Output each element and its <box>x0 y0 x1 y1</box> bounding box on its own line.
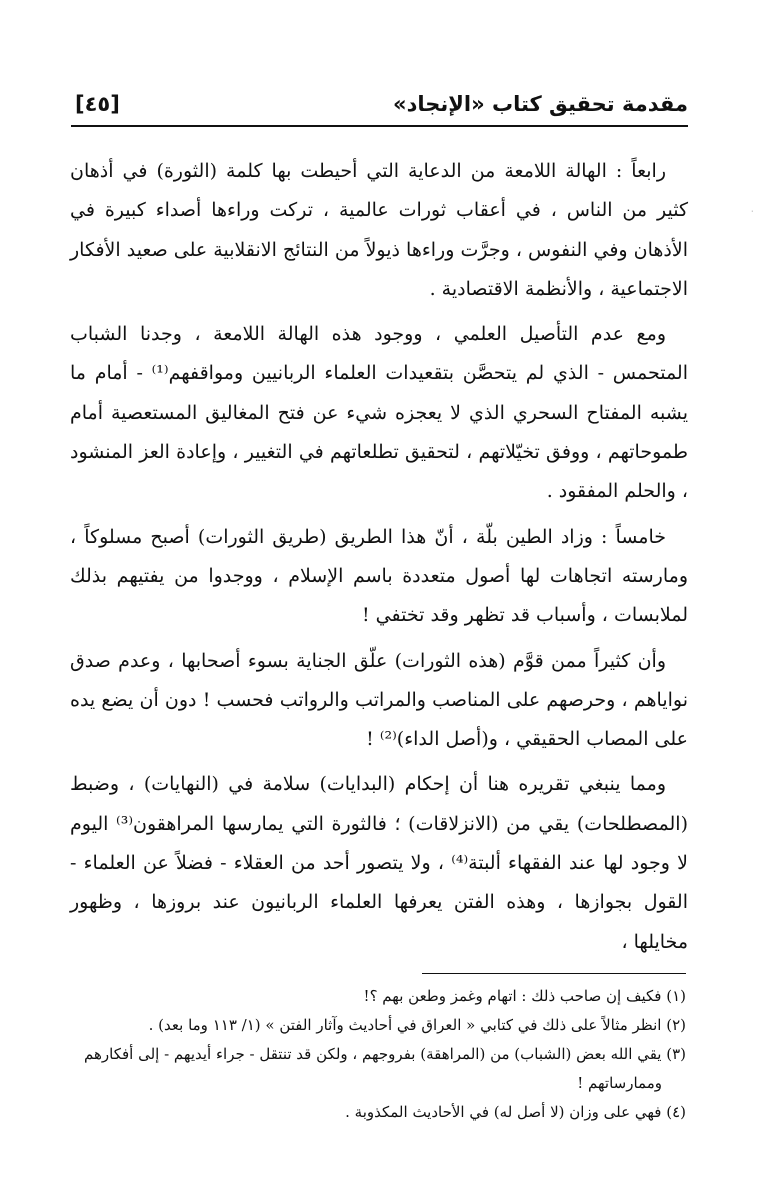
paragraph-enthusiastic-youth: ومع عدم التأصيل العلمي ، ووجود هذه الهالة اللامعة ، وجدنا الشباب المتحمس - الذي لم يتحصَّن بتقعيدات العلماء الربانيين ومواقفهم⁽¹⁾ - أمام ما يشبه المفتاح السحري الذي لا يعجزه شيء عن فتح المغاليق المستعصية أمام طموحاتهم ، ووفق تخيّلاتهم ، لتحقيق تطلعاتهم في التغيير ، وإعادة العز المنشود ، والحلم المفقود . <box>70 323 689 503</box>
running-header <box>75 86 688 122</box>
footnote-1: (١) فكيف إن صاحب ذلك : اتهام وغمز وطعن بهم ؟! <box>363 987 686 1005</box>
paragraph-fifth-point: خامساً : وزاد الطين بلّة ، أنّ هذا الطريق (طريق الثورات) أصبح مسلوكاً ، ومارسته اتجاهات لها أصول متعددة باسم الإسلام ، ووجدوا من يفتيهم بذلك لملابسات ، وأسباب قد تظهر وقد تختفي ! <box>70 525 688 627</box>
header-rule <box>71 125 688 127</box>
stray-mark: ٠ <box>749 206 755 217</box>
header-title: مقدمة تحقيق كتاب «الإنجاد» <box>393 92 688 116</box>
footnote-3-continuation: وممارساتهم ! <box>577 1074 662 1092</box>
paragraph-fourth-point: رابعاً : الهالة اللامعة من الدعاية التي أحيطت بها كلمة (الثورة) في أذهان كثير من الناس ، في أعقاب ثورات عالمية ، تركت وراءها أصداء كبيرة في الأذهان وفي النفوس ، وجرَّت وراءها ذيولاً من النتائج الانقلابية على صعيد الأفكار الاجتماعية ، والأنظمة الاقتصادية . <box>70 160 688 300</box>
footnote-3: (٣) يقي الله بعض (الشباب) من (المراهقة) بفروجهم ، ولكن قد تنتقل - جراء أيديهم - إلى أفكارهم <box>83 1045 686 1063</box>
paragraph-beginnings: ومما ينبغي تقريره هنا أن إحكام (البدايات) سلامة في (النهايات) ، وضبط (المصطلحات) يقي من (الانزلاقات) ؛ فالثورة التي يمارسها المراهقون⁽³⁾ اليوم لا وجود لها عند الفقهاء ألبتة⁽⁴⁾ ، ولا يتصور أحد من العقلاء - فضلاً عن العلماء - القول بجوازها ، وهذه الفتن يعرفها العلماء الربانيون عند بروزها ، وظهور مخايلها ، <box>70 773 688 953</box>
page-number: [٤٥] <box>75 92 120 116</box>
footnote-2: (٢) انظر مثالاً على ذلك في كتابي « العراق في أحاديث وآثار الفتن » (١/ ١١٣ وما بعد) . <box>148 1016 686 1034</box>
footnotes <box>70 982 686 1127</box>
footnote-rule <box>422 973 686 974</box>
paragraph-evaluators: وأن كثيراً ممن قوَّم (هذه الثورات) علّق الجناية بسوء أصحابها ، وعدم صدق نواياهم ، وحرصهم على المناصب والمراتب والرواتب فحسب ! دون أن يضع يده على المصاب الحقيقي ، و(أصل الداء)⁽²⁾ ! <box>70 649 688 751</box>
footnote-4: (٤) فهي على وزان (لا أصل له) في الأحاديث المكذوبة . <box>345 1103 686 1121</box>
body-text <box>70 152 688 968</box>
